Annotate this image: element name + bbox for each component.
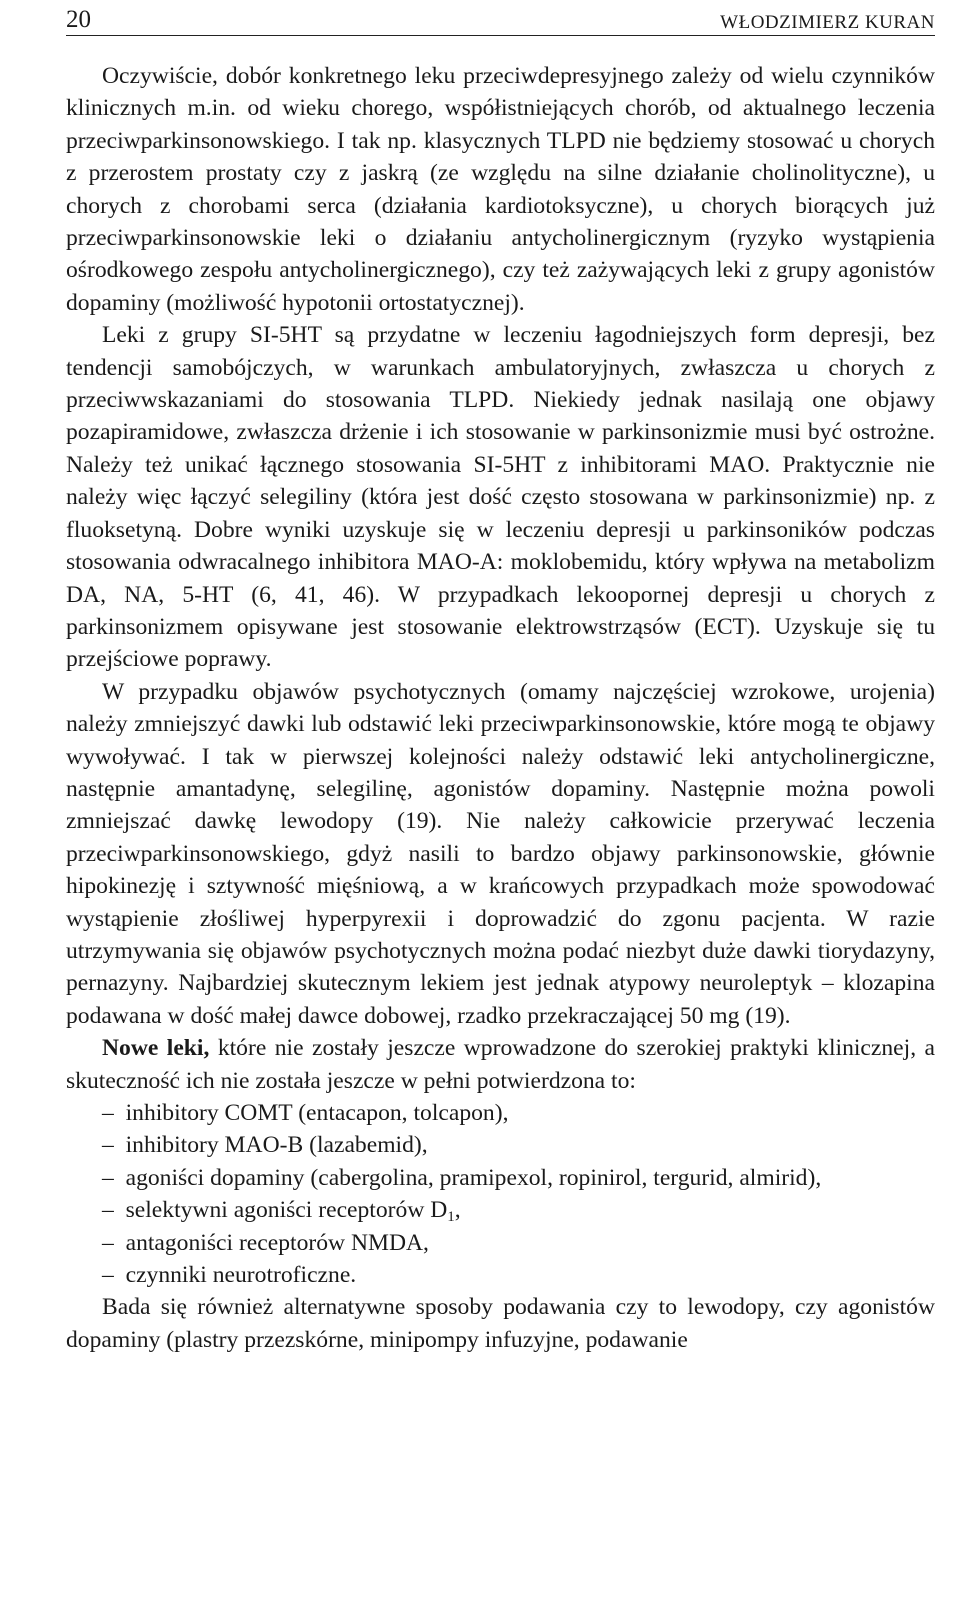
running-header-author: WŁODZIMIERZ KURAN xyxy=(720,12,935,33)
list-item: – inhibitory MAO-B (lazabemid), xyxy=(66,1129,935,1161)
body-text xyxy=(66,60,935,1356)
paragraph-alternative-delivery: Bada się również alternatywne sposoby podawania czy to lewodopy, czy agonistów dopaminy (plastry przezskórne, minipompy infuzyjne, podawanie xyxy=(66,1294,935,1353)
page-number: 20 xyxy=(66,6,91,33)
new-drugs-heading: Nowe leki, xyxy=(102,1035,210,1062)
list-item: – czynniki neurotroficzne. xyxy=(66,1259,935,1291)
new-drugs-list xyxy=(66,1097,935,1291)
running-header xyxy=(66,2,935,36)
paragraph-si5ht: Leki z grupy SI-5HT są przydatne w leczeniu łagodniejszych form depresji, bez tendencji samobójczych, w warunkach ambulatoryjnych, zwłaszcza u chorych z przeciwwskazaniami do stosowania TLPD. Niekiedy jednak nasilają one objawy pozapiramidowe, zwłaszcza drżenie i ich stosowanie w parkinsonizmie musi być ostrożne. Należy też unikać łącznego stosowania SI-5HT z inhibitorami MAO. Praktycznie nie należy więc łączyć selegiliny (która jest dość często stosowana w parkinsonizmie) np. z fluoksetyną. Dobre wyniki uzyskuje się w leczeniu depresji u parkinsoników podczas stosowania odwracalnego inhibitora MAO-A: moklobemidu, który wpływa na metabolizm DA, NA, 5-HT (6, 41, 46). W przypadkach lekoopornej depresji u chorych z parkinsonizmem opisywane jest stosowanie elektrowstrząsów (ECT). Uzyskuje się tu przejściowe poprawy. xyxy=(66,322,935,673)
list-item xyxy=(66,1194,935,1226)
paragraph-new-drugs xyxy=(66,1032,935,1097)
list-item: – antagoniści receptorów NMDA, xyxy=(66,1227,935,1259)
paragraph-antidepressant-choice: Oczywiście, dobór konkretnego leku przeciwdepresyjnego zależy od wielu czynników klinicznych m.in. od wieku chorego, współistniejących chorób, od aktualnego leczenia przeciwparkinsonowskiego. I tak np. klasycznych TLPD nie będziemy stosować u chorych z przerostem prostaty czy z jaskrą (ze względu na silne działanie cholinolityczne), u chorych z chorobami serca (działania kardiotoksyczne), u chorych biorących już przeciwparkinsonowskie leki o działaniu antycholinergicznym (ryzyko wystąpienia ośrodkowego zespołu antycholinergicznego), czy też zażywających leki z grupy agonistów dopaminy (możliwość hypotonii ortostatycznej). xyxy=(66,63,935,316)
list-item: – inhibitory COMT (entacapon, tolcapon), xyxy=(66,1097,935,1129)
subscript: 1 xyxy=(447,1209,455,1226)
new-drugs-intro: które nie zostały jeszcze wprowadzone do szerokiej praktyki klinicznej, a skuteczność ich nie została jeszcze w pełni potwierdzona to: xyxy=(66,1035,935,1094)
list-item-text: selektywni agoniści receptorów D xyxy=(125,1197,448,1224)
list-item-end: , xyxy=(454,1197,461,1224)
list-item: – agoniści dopaminy (cabergolina, pramipexol, ropinirol, tergurid, almirid), xyxy=(66,1162,935,1194)
paragraph-psychotic-symptoms: W przypadku objawów psychotycznych (omamy najczęściej wzrokowe, urojenia) należy zmniejszyć dawki lub odstawić leki przeciwparkinsonowskie, które mogą te objawy wywoływać. I tak w pierwszej kolejności należy odstawić leki antycholinergiczne, następnie amantadynę, selegilinę, agonistów dopaminy. Następnie można powoli zmniejszać dawkę lewodopy (19). Nie należy całkowicie przerywać leczenia przeciwparkinsonowskiego, gdyż nasili to bardzo objawy parkinsonowskie, głównie hipokinezję i sztywność mięśniową, a w krańcowych przypadkach może spowodować wystąpienie złośliwej hyperpyrexii i doprowadzić do zgonu pacjenta. W razie utrzymywania się objawów psychotycznych można podać niezbyt duże dawki tiorydazyny, pernazyny. Najbardziej skutecznym lekiem jest jednak atypowy neuroleptyk – klozapina podawana w dość małej dawce dobowej, rzadko przekraczającej 50 mg (19). xyxy=(66,678,935,1029)
